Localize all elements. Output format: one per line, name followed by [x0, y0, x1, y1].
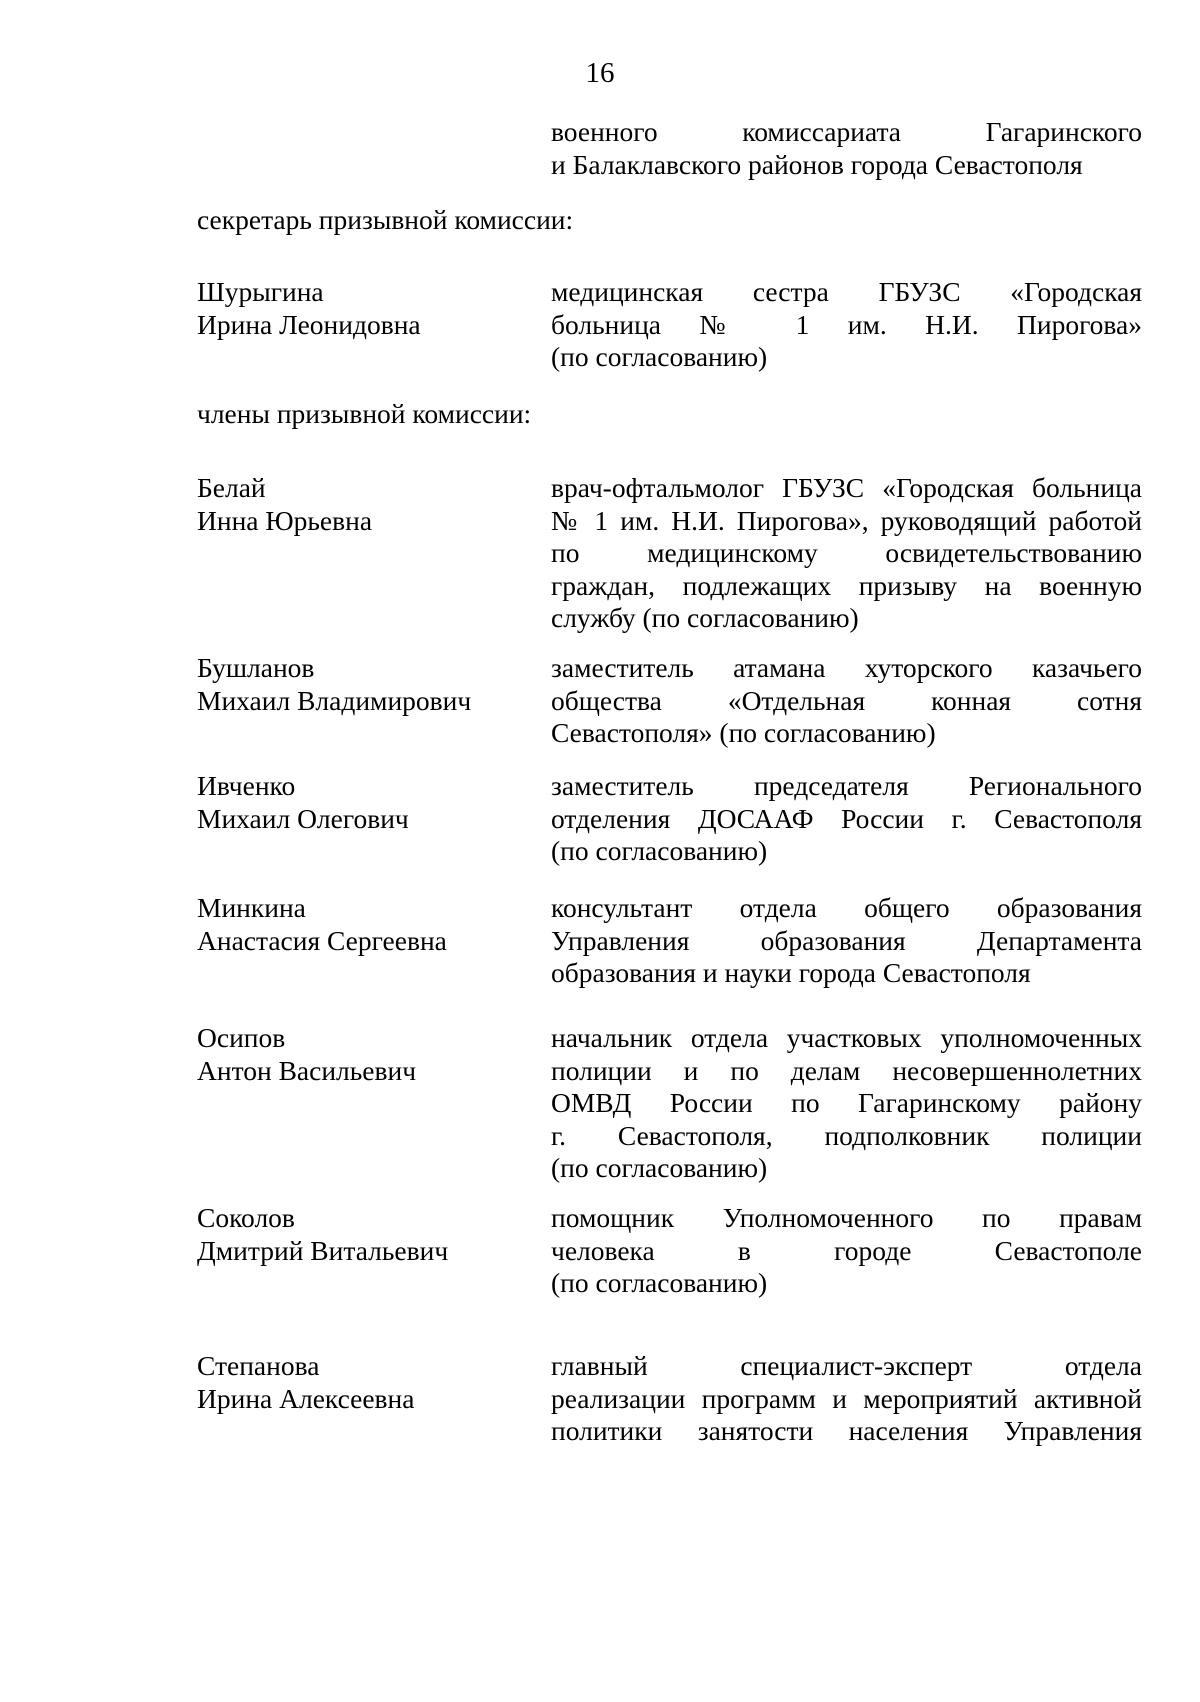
role-line: заместитель председателя Регионального — [551, 770, 1142, 801]
member-role — [551, 892, 1142, 990]
members-heading: члены призывной комиссии: — [197, 398, 532, 429]
role-line: человека в городе Севастополе — [551, 1234, 1142, 1266]
secretary-role — [551, 276, 1142, 374]
role-line: г. Севастополя, подполковник полиции — [551, 1119, 1142, 1151]
member-name — [197, 472, 517, 537]
member-role — [551, 1022, 1142, 1185]
role-line: медицинская сестра ГБУЗС «Городская — [551, 276, 1142, 307]
role-line: (по согласованию) — [551, 835, 768, 866]
given-name: Ирина Леонидовна — [197, 308, 421, 340]
given-name: Инна Юрьевна — [197, 504, 373, 536]
member-name — [197, 1022, 517, 1087]
role-line: по медицинскому освидетельствованию — [551, 537, 1142, 568]
surname: Степанова — [197, 1350, 320, 1381]
surname: Шурыгина — [197, 276, 324, 307]
given-name: Михаил Владимирович — [197, 684, 472, 716]
member-name — [197, 652, 517, 717]
role-line: заместитель атамана хуторского казачьего — [551, 652, 1142, 683]
role-line: (по согласованию) — [551, 341, 768, 372]
member-role — [551, 1350, 1142, 1448]
given-name: Антон Васильевич — [197, 1054, 417, 1086]
page-number: 16 — [585, 57, 615, 89]
member-name — [197, 1350, 517, 1415]
given-name: Ирина Алексеевна — [197, 1382, 415, 1414]
role-line: (по согласованию) — [551, 1152, 768, 1183]
role-line: образования и науки города Севастополя — [551, 957, 1031, 988]
role-line: больница № 1 им. Н.И. Пирогова» — [551, 308, 1142, 340]
role-line: врач-офтальмолог ГБУЗС «Городская больница — [551, 472, 1142, 503]
secretary-heading: секретарь призывной комиссии: — [197, 204, 574, 235]
surname: Белай — [197, 472, 266, 503]
role-line: ОМВД России по Гагаринскому району — [551, 1087, 1142, 1118]
surname: Соколов — [197, 1202, 295, 1233]
role-line: службу (по согласованию) — [551, 602, 859, 633]
role-line: реализации программ и мероприятий активной — [551, 1382, 1142, 1414]
member-role — [551, 1202, 1142, 1300]
member-role — [551, 472, 1142, 635]
intro-text — [551, 116, 1142, 181]
role-line: главный специалист-эксперт отдела — [551, 1350, 1142, 1381]
role-line: Управления образования Департамента — [551, 924, 1142, 956]
role-line: общества «Отдельная конная сотня — [551, 684, 1142, 716]
intro-line: и Балаклавского районов города Севастополя — [551, 148, 1083, 180]
role-line: № 1 им. Н.И. Пирогова», руководящий работой — [551, 504, 1142, 536]
given-name: Анастасия Сергеевна — [197, 924, 447, 956]
member-name — [197, 892, 517, 957]
member-name — [197, 1202, 517, 1267]
surname: Бушланов — [197, 652, 315, 683]
member-name — [197, 770, 517, 835]
role-line: Севастополя» (по согласованию) — [551, 717, 936, 748]
role-line: помощник Уполномоченного по правам — [551, 1202, 1142, 1233]
surname: Ивченко — [197, 770, 296, 801]
role-line: отделения ДОСААФ России г. Севастополя — [551, 802, 1142, 834]
role-line: полиции и по делам несовершеннолетних — [551, 1054, 1142, 1086]
role-line: начальник отдела участковых уполномоченных — [551, 1022, 1142, 1053]
role-line: граждан, подлежащих призыву на военную — [551, 569, 1142, 601]
role-line: политики занятости населения Управления — [551, 1415, 1142, 1446]
given-name: Дмитрий Витальевич — [197, 1234, 449, 1266]
secretary-name — [197, 276, 517, 341]
intro-line: военного комиссариата Гагаринского — [551, 116, 1142, 147]
role-line: консультант отдела общего образования — [551, 892, 1142, 923]
member-role — [551, 770, 1142, 868]
given-name: Михаил Олегович — [197, 802, 409, 834]
member-role — [551, 652, 1142, 750]
role-line: (по согласованию) — [551, 1267, 768, 1298]
surname: Минкина — [197, 892, 306, 923]
surname: Осипов — [197, 1022, 286, 1053]
